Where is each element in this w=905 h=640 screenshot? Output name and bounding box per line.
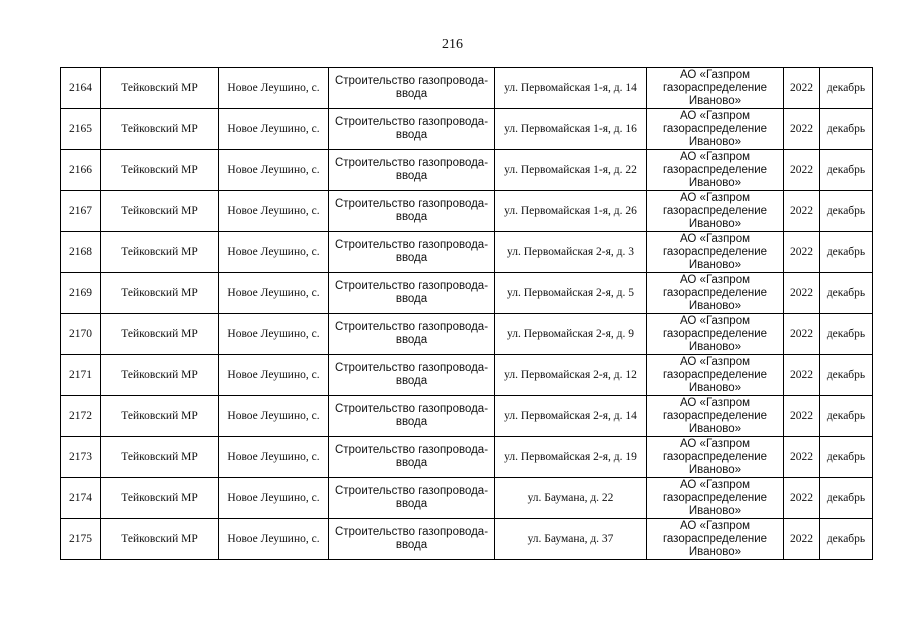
year-cell: 2022 [784,437,820,478]
district-cell: Тейковский МР [101,109,219,150]
year-cell: 2022 [784,519,820,560]
month-cell: декабрь [820,478,873,519]
table-body [61,68,873,560]
row-number-cell: 2172 [61,396,101,437]
month-cell: декабрь [820,232,873,273]
table-row [61,109,873,150]
table-row [61,150,873,191]
row-number-cell: 2167 [61,191,101,232]
work-type-cell: Строительство газопровода-ввода [329,478,495,519]
work-type-cell: Строительство газопровода-ввода [329,355,495,396]
table-row [61,273,873,314]
work-type-cell: Строительство газопровода-ввода [329,314,495,355]
organization-cell: АО «Газпром газораспределение Иваново» [647,519,784,560]
month-cell: декабрь [820,314,873,355]
year-cell: 2022 [784,314,820,355]
organization-cell: АО «Газпром газораспределение Иваново» [647,396,784,437]
organization-cell: АО «Газпром газораспределение Иваново» [647,68,784,109]
row-number-cell: 2171 [61,355,101,396]
settlement-cell: Новое Леушино, с. [219,232,329,273]
table-row [61,437,873,478]
row-number-cell: 2165 [61,109,101,150]
district-cell: Тейковский МР [101,396,219,437]
settlement-cell: Новое Леушино, с. [219,68,329,109]
address-cell: ул. Первомайская 2-я, д. 14 [495,396,647,437]
month-cell: декабрь [820,191,873,232]
table-row [61,314,873,355]
work-type-cell: Строительство газопровода-ввода [329,232,495,273]
work-type-cell: Строительство газопровода-ввода [329,519,495,560]
month-cell: декабрь [820,150,873,191]
row-number-cell: 2169 [61,273,101,314]
address-cell: ул. Баумана, д. 22 [495,478,647,519]
table-row [61,519,873,560]
month-cell: декабрь [820,437,873,478]
row-number-cell: 2174 [61,478,101,519]
row-number-cell: 2166 [61,150,101,191]
table-row [61,232,873,273]
address-cell: ул. Баумана, д. 37 [495,519,647,560]
organization-cell: АО «Газпром газораспределение Иваново» [647,191,784,232]
page-number: 216 [442,37,463,52]
organization-cell: АО «Газпром газораспределение Иваново» [647,232,784,273]
row-number-cell: 2175 [61,519,101,560]
table-row [61,68,873,109]
organization-cell: АО «Газпром газораспределение Иваново» [647,478,784,519]
month-cell: декабрь [820,68,873,109]
settlement-cell: Новое Леушино, с. [219,396,329,437]
year-cell: 2022 [784,355,820,396]
settlement-cell: Новое Леушино, с. [219,191,329,232]
address-cell: ул. Первомайская 2-я, д. 9 [495,314,647,355]
work-type-cell: Строительство газопровода-ввода [329,150,495,191]
district-cell: Тейковский МР [101,68,219,109]
year-cell: 2022 [784,273,820,314]
year-cell: 2022 [784,396,820,437]
organization-cell: АО «Газпром газораспределение Иваново» [647,355,784,396]
table-row [61,355,873,396]
row-number-cell: 2164 [61,68,101,109]
organization-cell: АО «Газпром газораспределение Иваново» [647,150,784,191]
district-cell: Тейковский МР [101,437,219,478]
month-cell: декабрь [820,519,873,560]
month-cell: декабрь [820,396,873,437]
work-type-cell: Строительство газопровода-ввода [329,191,495,232]
work-type-cell: Строительство газопровода-ввода [329,396,495,437]
settlement-cell: Новое Леушино, с. [219,355,329,396]
address-cell: ул. Первомайская 2-я, д. 19 [495,437,647,478]
address-cell: ул. Первомайская 2-я, д. 12 [495,355,647,396]
settlement-cell: Новое Леушино, с. [219,150,329,191]
work-type-cell: Строительство газопровода-ввода [329,273,495,314]
district-cell: Тейковский МР [101,273,219,314]
settlement-cell: Новое Леушино, с. [219,109,329,150]
district-cell: Тейковский МР [101,232,219,273]
year-cell: 2022 [784,150,820,191]
organization-cell: АО «Газпром газораспределение Иваново» [647,109,784,150]
address-cell: ул. Первомайская 2-я, д. 5 [495,273,647,314]
settlement-cell: Новое Леушино, с. [219,314,329,355]
year-cell: 2022 [784,478,820,519]
district-cell: Тейковский МР [101,150,219,191]
work-type-cell: Строительство газопровода-ввода [329,437,495,478]
work-type-cell: Строительство газопровода-ввода [329,68,495,109]
address-cell: ул. Первомайская 2-я, д. 3 [495,232,647,273]
work-type-cell: Строительство газопровода-ввода [329,109,495,150]
year-cell: 2022 [784,109,820,150]
district-cell: Тейковский МР [101,355,219,396]
table-row [61,191,873,232]
settlement-cell: Новое Леушино, с. [219,273,329,314]
district-cell: Тейковский МР [101,519,219,560]
year-cell: 2022 [784,191,820,232]
year-cell: 2022 [784,68,820,109]
address-cell: ул. Первомайская 1-я, д. 14 [495,68,647,109]
address-cell: ул. Первомайская 1-я, д. 22 [495,150,647,191]
month-cell: декабрь [820,355,873,396]
settlement-cell: Новое Леушино, с. [219,519,329,560]
row-number-cell: 2173 [61,437,101,478]
district-cell: Тейковский МР [101,314,219,355]
registry-table [60,67,873,560]
year-cell: 2022 [784,232,820,273]
month-cell: декабрь [820,109,873,150]
settlement-cell: Новое Леушино, с. [219,437,329,478]
organization-cell: АО «Газпром газораспределение Иваново» [647,314,784,355]
organization-cell: АО «Газпром газораспределение Иваново» [647,273,784,314]
organization-cell: АО «Газпром газораспределение Иваново» [647,437,784,478]
district-cell: Тейковский МР [101,478,219,519]
month-cell: декабрь [820,273,873,314]
row-number-cell: 2170 [61,314,101,355]
row-number-cell: 2168 [61,232,101,273]
address-cell: ул. Первомайская 1-я, д. 16 [495,109,647,150]
table-row [61,478,873,519]
table-row [61,396,873,437]
settlement-cell: Новое Леушино, с. [219,478,329,519]
address-cell: ул. Первомайская 1-я, д. 26 [495,191,647,232]
district-cell: Тейковский МР [101,191,219,232]
